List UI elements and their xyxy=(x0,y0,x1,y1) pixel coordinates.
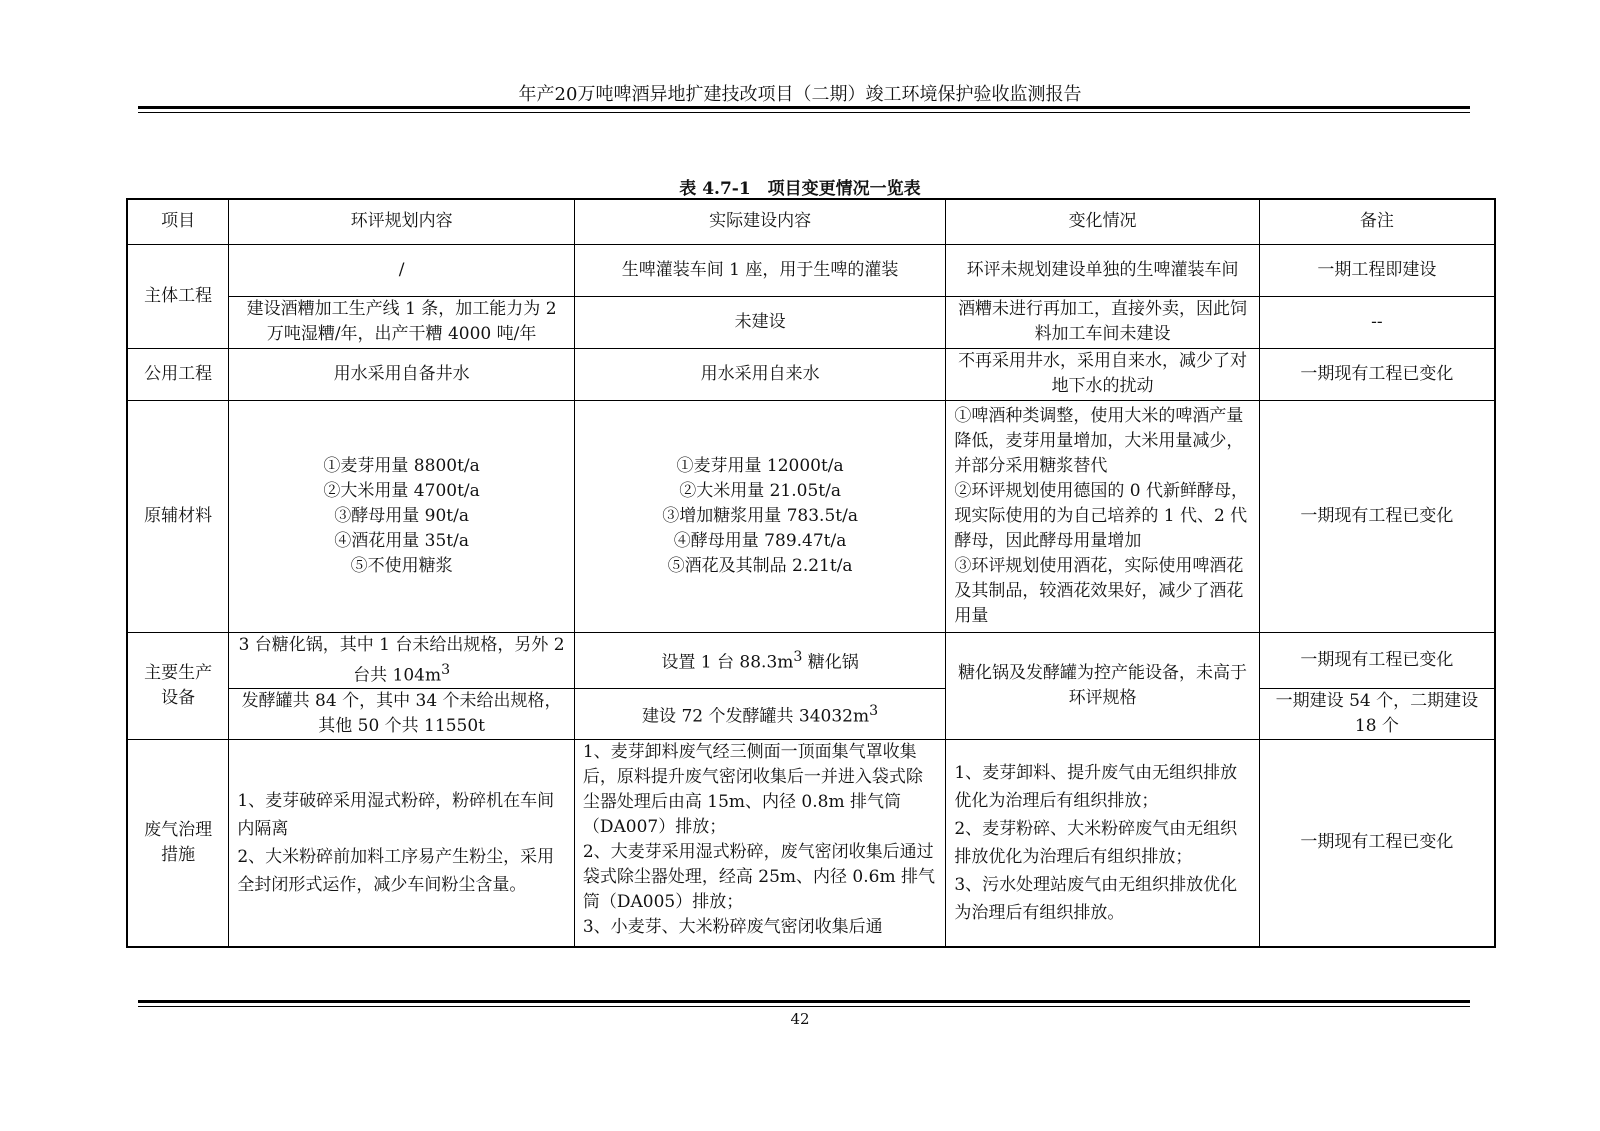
exhaust-change xyxy=(946,740,1259,947)
footer-rule-thin xyxy=(138,1006,1470,1007)
list-item: 2、大米粉碎前加料工序易产生粉尘，采用全封闭形式运作，减少车间粉尘含量。 xyxy=(237,846,555,895)
table-row xyxy=(127,244,1495,296)
header-cell-note: 备注 xyxy=(1259,199,1495,244)
table-caption: 表 4.7-1 项目变更情况一览表 xyxy=(679,179,921,199)
main-plan-2: 建设酒糟加工生产线 1 条，加工能力为 2 万吨湿糟/年，出产干糟 4000 吨/年 xyxy=(229,296,574,348)
list-item: ①麦芽用量 12000t/a xyxy=(676,455,844,476)
main-change-2: 酒糟未进行再加工，直接外卖，因此饲料加工车间未建设 xyxy=(946,296,1259,348)
header-cell-change: 变化情况 xyxy=(946,199,1259,244)
row-label-utility: 公用工程 xyxy=(127,348,229,400)
table-row xyxy=(127,689,1495,740)
row-label-exhaust: 废气治理措施 xyxy=(127,740,229,947)
equipment-change: 糖化锅及发酵罐为控产能设备，未高于环评规格 xyxy=(946,632,1259,740)
materials-actual xyxy=(574,400,945,632)
unit-superscript: 3 xyxy=(793,649,803,665)
list-item: ⑤不使用糖浆 xyxy=(350,555,453,576)
unit-superscript: 3 xyxy=(869,702,879,719)
header-cell-item: 项目 xyxy=(127,199,229,244)
list-item: ⑤酒花及其制品 2.21t/a xyxy=(667,555,853,576)
materials-change xyxy=(946,400,1259,632)
equipment-actual-1-tail: 糖化锅 xyxy=(802,652,859,673)
list-item: 2、大麦芽采用湿式粉碎，废气密闭收集后通过袋式除尘器处理，经高 25m、内径 0.6m 排气筒（DA005）排放； xyxy=(582,842,935,913)
list-item: 1、麦芽卸料、提升废气由无组织排放优化为治理后有组织排放； xyxy=(954,762,1238,811)
list-item: ②大米用量 4700t/a xyxy=(323,480,480,501)
utility-change: 不再采用井水，采用自来水，减少了对地下水的扰动 xyxy=(946,348,1259,400)
list-item: 2、麦芽粉碎、大米粉碎废气由无组织排放优化为治理后有组织排放； xyxy=(954,818,1238,867)
equipment-note-2: 一期建设 54 个，二期建设 18 个 xyxy=(1259,689,1495,740)
equipment-plan-1 xyxy=(229,632,574,689)
table-row xyxy=(127,348,1495,400)
list-item: 1、麦芽卸料废气经三侧面一顶面集气罩收集后，原料提升废气密闭收集后一并进入袋式除尘器处理后由高 15m、内径 0.8m 排气筒（DA007）排放； xyxy=(582,742,923,838)
page-number: 42 xyxy=(790,1010,810,1028)
table-row xyxy=(127,740,1495,947)
list-item: 1、麦芽破碎采用湿式粉碎，粉碎机在车间内隔离 xyxy=(237,790,555,839)
main-change-1: 环评未规划建设单独的生啤灌装车间 xyxy=(946,244,1259,296)
equipment-plan-2: 发酵罐共 84 个，其中 34 个未给出规格，其他 50 个共 11550t xyxy=(229,689,574,740)
utility-actual: 用水采用自来水 xyxy=(574,348,945,400)
list-item: ②环评规划使用德国的 0 代新鲜酵母，现实际使用的为自己培养的 1 代、2 代酵母，因此酵母用量增加 xyxy=(954,480,1248,551)
utility-plan: 用水采用自备井水 xyxy=(229,348,574,400)
list-item: ④酒花用量 35t/a xyxy=(334,530,469,551)
list-item: ③环评规划使用酒花，实际使用啤酒花及其制品，较酒花效果好，减少了酒花用量 xyxy=(954,555,1244,626)
main-note-1: 一期工程即建设 xyxy=(1259,244,1495,296)
unit-superscript: 3 xyxy=(441,661,451,678)
table-header-row xyxy=(127,199,1495,244)
equipment-actual-2 xyxy=(574,689,945,740)
list-item: 3、污水处理站废气由无组织排放优化为治理后有组织排放。 xyxy=(954,874,1238,923)
header-rule-thick xyxy=(138,106,1470,109)
materials-note: 一期现有工程已变化 xyxy=(1259,400,1495,632)
list-item: ①啤酒种类调整，使用大米的啤酒产量降低，麦芽用量增加，大米用量减少，并部分采用糖浆替代 xyxy=(954,405,1244,476)
utility-note: 一期现有工程已变化 xyxy=(1259,348,1495,400)
header-cell-plan: 环评规划内容 xyxy=(229,199,574,244)
exhaust-actual xyxy=(574,740,945,947)
main-plan-1: / xyxy=(229,244,574,296)
page-header-title: 年产20万吨啤酒异地扩建技改项目（二期）竣工环境保护验收监测报告 xyxy=(518,84,1082,105)
materials-plan xyxy=(229,400,574,632)
list-item: ③酵母用量 90t/a xyxy=(334,505,469,526)
header-rule-thin xyxy=(138,112,1470,113)
table-row xyxy=(127,400,1495,632)
exhaust-plan xyxy=(229,740,574,947)
equipment-actual-2-text: 建设 72 个发酵罐共 34032m xyxy=(642,706,870,727)
equipment-note-1: 一期现有工程已变化 xyxy=(1259,632,1495,689)
table-row xyxy=(127,632,1495,689)
equipment-plan-1-text: 3 台糖化锅，其中 1 台未给出规格，另外 2 台共 104m xyxy=(238,634,565,686)
main-actual-1: 生啤灌装车间 1 座，用于生啤的灌装 xyxy=(574,244,945,296)
row-label-main: 主体工程 xyxy=(127,244,229,348)
equipment-actual-1-text: 设置 1 台 88.3m xyxy=(661,652,794,673)
footer-rule-thick xyxy=(138,1000,1470,1003)
main-note-2: -- xyxy=(1259,296,1495,348)
list-item: ④酵母用量 789.47t/a xyxy=(673,530,847,551)
equipment-actual-1 xyxy=(574,632,945,689)
list-item: ③增加糖浆用量 783.5t/a xyxy=(662,505,858,526)
row-label-materials: 原辅材料 xyxy=(127,400,229,632)
exhaust-note: 一期现有工程已变化 xyxy=(1259,740,1495,947)
list-item: 3、小麦芽、大米粉碎废气密闭收集后通 xyxy=(582,917,883,938)
table-row xyxy=(127,296,1495,348)
list-item: ①麦芽用量 8800t/a xyxy=(323,455,480,476)
header-cell-actual: 实际建设内容 xyxy=(574,199,945,244)
row-label-equipment: 主要生产设备 xyxy=(127,632,229,740)
list-item: ②大米用量 21.05t/a xyxy=(679,480,841,501)
main-actual-2: 未建设 xyxy=(574,296,945,348)
change-summary-table xyxy=(126,198,1496,948)
